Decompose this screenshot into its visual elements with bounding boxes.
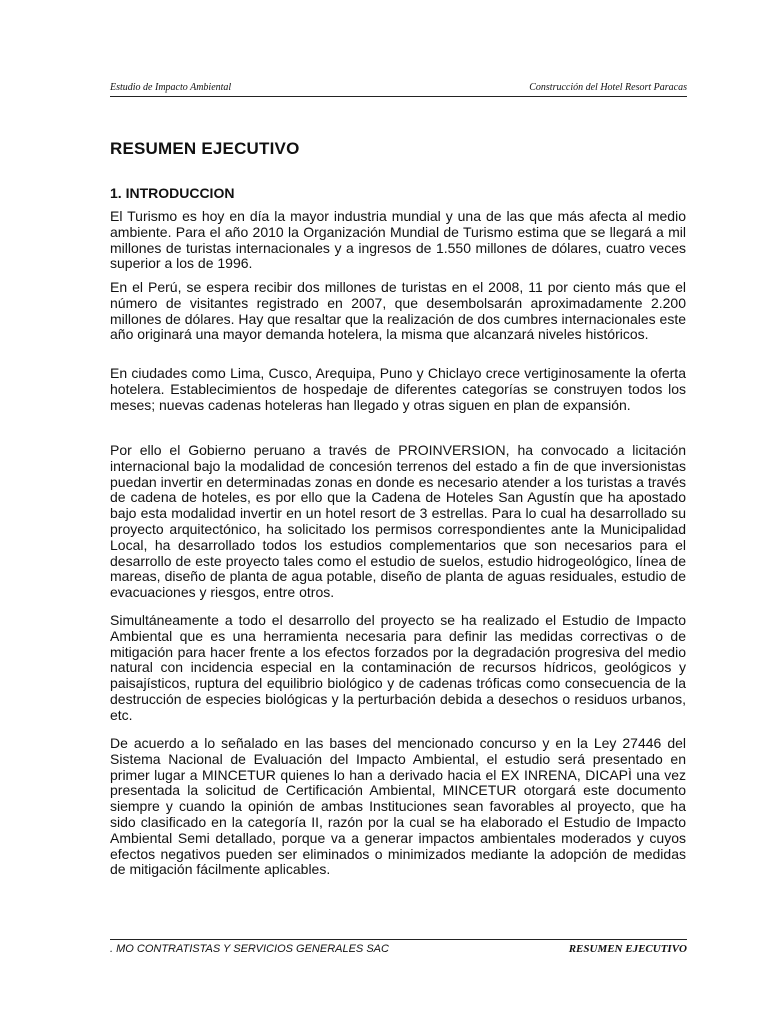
paragraph-6: De acuerdo a lo señalado en las bases del mencionado concurso y en la Ley 27446 del Sistema Nacional de Evaluación del Impacto Ambiental, el estudio será presentado en primer lugar a MINCETUR quienes lo han a derivado hacia el EX INRENA, DICAPÌ una vez presentada la solicitud de Certificación Ambiental, MINCETUR otorgará este documento siempre y cuando la opinión de ambas Instituciones sean favorables al proyecto, que ha sido clasificado en la categoría II, razón por la cual se ha elaborado el Estudio de Impacto Ambiental Semi detallado, porque va a generar impactos ambientales moderados y cuyos efectos negativos pueden ser eliminados o minimizados mediante la adopción de medidas de mitigación fácilmente aplicables. bbox=[110, 735, 686, 878]
page-footer bbox=[110, 939, 687, 958]
page-title: RESUMEN EJECUTIVO bbox=[110, 139, 300, 158]
page-header bbox=[110, 80, 687, 97]
paragraph-5: Simultáneamente a todo el desarrollo del proyecto se ha realizado el Estudio de Impacto Ambiental que es una herramienta necesaria para definir las medidas correctivas o de mitigación para hacer frente a los efectos forzados por la degradación progresiva del medio natural con incidencia especial en la contaminación de recursos hídricos, geológicos y paisajísticos, ruptura del equilibrio biológico y de cadenas tróficas como consecuencia de la destrucción de especies biológicas y la perturbación debida a desechos o residuos urbanos, etc. bbox=[110, 612, 686, 723]
paragraph-1: El Turismo es hoy en día la mayor industria mundial y una de las que más afecta al medio ambiente. Para el año 2010 la Organización Mundial de Turismo estima que se llegará a mil millones de turistas internacionales y a ingresos de 1.550 millones de dólares, cuatro veces superior a los de 1996. bbox=[110, 208, 686, 272]
footer-right-text: RESUMEN EJECUTIVO bbox=[568, 943, 687, 955]
header-left-text: Estudio de Impacto Ambiental bbox=[110, 82, 232, 93]
paragraph-2: En el Perú, se espera recibir dos millones de turistas en el 2008, 11 por ciento más que el número de visitantes registrado en 2007, que desembolsarán aproximadamente 2.200 millones de dólares. Hay que resaltar que la realización de dos cumbres internacionales este año originará una mayor demanda hotelera, la misma que alcanzará niveles históricos. bbox=[110, 279, 686, 343]
paragraph-3: En ciudades como Lima, Cusco, Arequipa, Puno y Chiclayo crece vertiginosamente la oferta hotelera. Establecimientos de hospedaje de diferentes categorías se construyen todos los meses; nuevas cadenas hoteleras han llegado y otras siguen en plan de expansión. bbox=[110, 365, 686, 413]
header-right-text: Construcción del Hotel Resort Paracas bbox=[529, 82, 687, 93]
footer-left-text: . MO CONTRATISTAS Y SERVICIOS GENERALES SAC bbox=[110, 943, 389, 955]
section-heading: 1. INTRODUCCION bbox=[110, 185, 235, 201]
paragraph-4: Por ello el Gobierno peruano a través de PROINVERSION, ha convocado a licitación internacional bajo la modalidad de concesión terrenos del estado a fin de que inversionistas puedan invertir en determinadas zonas en donde es necesario atender a los turistas a través de cadena de hoteles, es por ello que la Cadena de Hoteles San Agustín que ha apostado bajo esta modalidad invertir en un hotel resort de 3 estrellas. Para lo cual ha desarrollado su proyecto arquitectónico, ha solicitado los permisos correspondientes ante la Municipalidad Local, ha desarrollado todos los estudios complementarios que son necesarios para el desarrollo de este proyecto tales como el estudio de suelos, estudio hidrogeológico, línea de mareas, diseño de planta de agua potable, diseño de planta de aguas residuales, estudio de evacuaciones y riesgos, entre otros. bbox=[110, 442, 686, 601]
